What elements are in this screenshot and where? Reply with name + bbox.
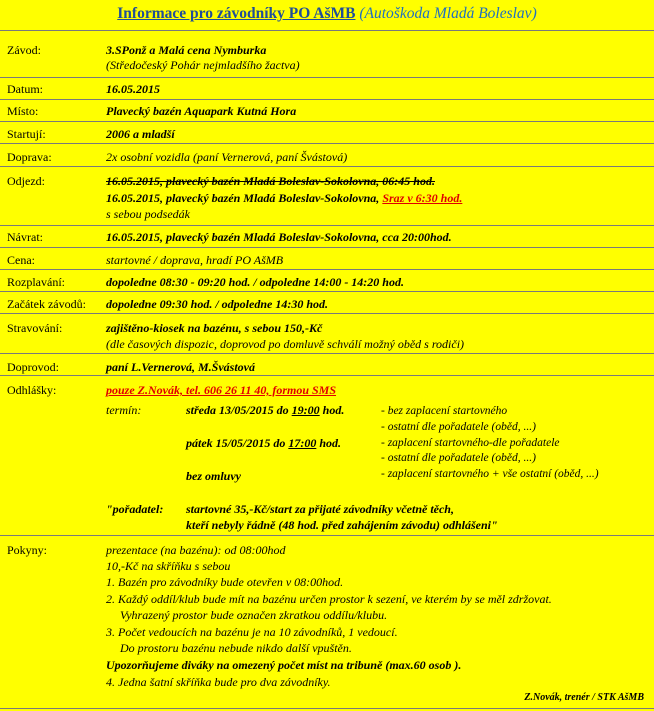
divider xyxy=(0,166,654,167)
label-zavod: Závod: xyxy=(7,43,41,57)
odhlasky-contact: pouze Z.Novák, tel. 606 26 11 40, formou SMS xyxy=(106,383,337,397)
termin-label: termín: xyxy=(106,403,142,417)
value-zacatek: dopoledne 09:30 hod. / odpoledne 14:30 hod. xyxy=(106,297,328,311)
deadline-2-note-2: - ostatní dle pořadatele (oběd, ...) xyxy=(381,452,536,464)
divider xyxy=(0,353,654,354)
deadline-3: bez omluvy xyxy=(186,469,241,483)
value-stravovani: zajištěno-kiosek na bazénu, s sebou 150,-Kč xyxy=(106,321,323,335)
value-stravovani-note: (dle časových dispozic, doprovod po domluvě schválí možný oběd s rodiči) xyxy=(106,337,465,351)
deadline-3-note: - zaplacení startovného + vše ostatní (oběd, ...) xyxy=(381,468,599,480)
label-rozplavani: Rozplavání: xyxy=(7,275,65,289)
signature: Z.Novák, trenér / STK AšMB xyxy=(524,692,644,703)
pokyny-line-7: Do prostoru bazénu nebude nikdo další vpuštěn. xyxy=(120,641,352,655)
deadline-2-unit: hod. xyxy=(316,436,342,450)
deadline-1 xyxy=(186,403,344,418)
divider xyxy=(0,225,654,226)
label-odhlasky: Odhlášky: xyxy=(7,383,57,397)
label-pokyny: Pokyny: xyxy=(7,543,48,557)
value-odjezd-cancelled: 16.05.2015, plavecký bazén Mladá Boleslav-Sokolovna, 06:45 hod. xyxy=(106,174,435,188)
deadline-2-note-1: - zaplacení startovného-dle pořadatele xyxy=(381,437,560,449)
deadline-2 xyxy=(186,436,341,451)
deadline-1-time: 19:00 xyxy=(291,403,320,417)
divider xyxy=(0,247,654,248)
value-zavod: 3.SPonž a Malá cena Nymburka xyxy=(106,43,267,57)
value-odjezd-text: 16.05.2015, plavecký bazén Mladá Boleslav-Sokolovna, xyxy=(106,191,380,205)
pokyny-line-1: prezentace (na bazénu): od 08:00hod xyxy=(106,543,286,557)
divider xyxy=(0,77,654,78)
title-sub: (Autoškoda Mladá Boleslav) xyxy=(359,5,537,22)
label-startuji: Startují: xyxy=(7,127,46,141)
poradatel-line-1: startovné 35,-Kč/start za přijaté závodníky včetně těch, xyxy=(186,502,454,516)
label-datum: Datum: xyxy=(7,82,43,96)
title-main: Informace pro závodníky PO AšMB xyxy=(117,5,356,22)
value-odjezd-note: s sebou podsedák xyxy=(106,207,190,221)
label-doprovod: Doprovod: xyxy=(7,360,59,374)
label-doprava: Doprava: xyxy=(7,150,52,164)
value-doprava: 2x osobní vozidla (paní Vernerová, paní Švástová) xyxy=(106,150,348,164)
pokyny-line-2: 10,-Kč na skříňku s sebou xyxy=(106,559,231,573)
pokyny-line-9: 4. Jedna šatní skříňka bude pro dva závodníky. xyxy=(106,675,331,689)
divider xyxy=(0,708,654,709)
label-stravovani: Stravování: xyxy=(7,321,63,335)
pokyny-line-5: Vyhrazený prostor bude označen zkratkou oddílu/klubu. xyxy=(120,608,388,622)
divider xyxy=(0,143,654,144)
label-misto: Místo: xyxy=(7,104,39,118)
divider xyxy=(0,99,654,100)
poradatel-label: "pořadatel: xyxy=(106,502,164,516)
deadline-1-note-2: - ostatní dle pořadatele (oběd, ...) xyxy=(381,421,536,433)
value-rozplavani: dopoledne 08:30 - 09:20 hod. / odpoledne 14:00 - 14:20 hod. xyxy=(106,275,404,289)
value-doprovod: paní L.Vernerová, M.Švástová xyxy=(106,360,256,374)
poradatel-line-2: kteří nebyly řádně (48 hod. před zahájením závodu) odhlášeni" xyxy=(186,518,498,532)
deadline-1-unit: hod. xyxy=(319,403,345,417)
divider xyxy=(0,535,654,536)
pokyny-line-3: 1. Bazén pro závodníky bude otevřen v 08:00hod. xyxy=(106,575,344,589)
pokyny-line-4: 2. Každý oddíl/klub bude mít na bazénu určen prostor k sezení, ve kterém by se měl zdržovat. xyxy=(106,592,552,606)
deadline-1-date: středa 13/05/2015 do xyxy=(186,403,292,417)
deadline-2-date: pátek 15/05/2015 do xyxy=(186,436,289,450)
divider xyxy=(0,269,654,270)
label-zacatek: Začátek závodů: xyxy=(7,297,86,311)
deadline-1-note-1: - bez zaplacení startovného xyxy=(381,405,508,417)
page-title xyxy=(0,5,654,23)
label-odjezd: Odjezd: xyxy=(7,174,45,188)
divider xyxy=(0,30,654,31)
divider xyxy=(0,313,654,314)
value-misto: Plavecký bazén Aquapark Kutná Hora xyxy=(106,104,297,118)
label-navrat: Návrat: xyxy=(7,230,43,244)
value-navrat: 16.05.2015, plavecký bazén Mladá Boleslav-Sokolovna, cca 20:00hod. xyxy=(106,230,452,244)
sraz-highlight: Sraz v 6:30 hod. xyxy=(382,191,463,205)
value-datum: 16.05.2015 xyxy=(106,82,160,96)
value-zavod-sub: (Středočeský Pohár nejmladšího žactva) xyxy=(106,58,300,72)
value-odjezd xyxy=(106,191,462,206)
label-cena: Cena: xyxy=(7,253,35,267)
value-cena: startovné / doprava, hradí PO AšMB xyxy=(106,253,284,267)
pokyny-line-6: 3. Počet vedoucích na bazénu je na 10 závodníků, 1 vedoucí. xyxy=(106,625,398,639)
pokyny-line-8: Upozorňujeme diváky na omezený počet míst na tribuně (max.60 osob ). xyxy=(106,658,462,672)
value-startuji: 2006 a mladší xyxy=(106,127,175,141)
divider xyxy=(0,121,654,122)
deadline-2-time: 17:00 xyxy=(288,436,317,450)
divider xyxy=(0,375,654,376)
divider xyxy=(0,291,654,292)
